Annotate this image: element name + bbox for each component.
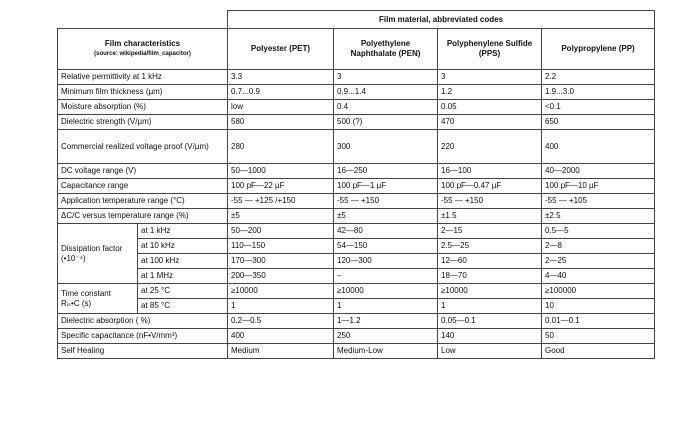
cell-value: Medium-Low bbox=[334, 344, 438, 359]
cell-value: 2—8 bbox=[542, 239, 655, 254]
table-row bbox=[58, 115, 655, 130]
row-label: Capacitance range bbox=[58, 179, 228, 194]
cell-value: ≥100000 bbox=[542, 284, 655, 299]
table-row bbox=[58, 284, 655, 299]
row-label: Relative permittivity at 1 kHz bbox=[58, 70, 228, 85]
cell-value: 470 bbox=[438, 115, 542, 130]
characteristics-source: (source: wikipedia/film_capacitor) bbox=[94, 51, 191, 57]
cell-value: 1 bbox=[228, 299, 334, 314]
material-header-pen: Polyethylene Naphthalate (PEN) bbox=[334, 29, 438, 70]
cell-value: 650 bbox=[542, 115, 655, 130]
table-row bbox=[58, 224, 655, 239]
sub-row-label: at 85 °C bbox=[138, 299, 228, 314]
cell-value: ±5 bbox=[228, 209, 334, 224]
cell-value: 0.9...1.4 bbox=[334, 85, 438, 100]
film-capacitor-table-container bbox=[57, 10, 654, 359]
table-row bbox=[58, 164, 655, 179]
blank-corner-cell bbox=[58, 11, 228, 29]
table-row bbox=[58, 130, 655, 164]
cell-value: -55 — +125 /+150 bbox=[228, 194, 334, 209]
cell-value: -55 — +150 bbox=[438, 194, 542, 209]
table-row bbox=[58, 329, 655, 344]
material-header-pps: Polyphenylene Sulfide (PPS) bbox=[438, 29, 542, 70]
cell-value: 100 pF—22 µF bbox=[228, 179, 334, 194]
cell-value: 12—60 bbox=[438, 254, 542, 269]
cell-value: 3 bbox=[438, 70, 542, 85]
cell-value: 0.2—0.5 bbox=[228, 314, 334, 329]
table-row bbox=[58, 70, 655, 85]
row-label: Self Healing bbox=[58, 344, 228, 359]
cell-value: 3.3 bbox=[228, 70, 334, 85]
cell-value: ±5 bbox=[334, 209, 438, 224]
table-row bbox=[58, 314, 655, 329]
cell-value: 10 bbox=[542, 299, 655, 314]
cell-value: 1 bbox=[334, 299, 438, 314]
table-row bbox=[58, 299, 655, 314]
row-label: Specific capacitance (nF•V/mm³) bbox=[58, 329, 228, 344]
cell-value: 250 bbox=[334, 329, 438, 344]
cell-value: 100 pF—0.47 µF bbox=[438, 179, 542, 194]
cell-value: 42—80 bbox=[334, 224, 438, 239]
cell-value: 400 bbox=[228, 329, 334, 344]
table-row bbox=[58, 85, 655, 100]
film-characteristics-table bbox=[57, 10, 655, 359]
cell-value: 0.05 bbox=[438, 100, 542, 115]
cell-value: 170—300 bbox=[228, 254, 334, 269]
cell-value: – bbox=[334, 269, 438, 284]
table-row bbox=[58, 209, 655, 224]
cell-value: 2.5—25 bbox=[438, 239, 542, 254]
cell-value: 110—150 bbox=[228, 239, 334, 254]
dissipation-unit-text: (•10⁻⁴) bbox=[61, 253, 86, 263]
cell-value: 140 bbox=[438, 329, 542, 344]
cell-value: 50 bbox=[542, 329, 655, 344]
cell-value: 54—150 bbox=[334, 239, 438, 254]
cell-value: 16—100 bbox=[438, 164, 542, 179]
row-label: ΔC/C versus temperature range (%) bbox=[58, 209, 228, 224]
sub-row-label: at 1 kHz bbox=[138, 224, 228, 239]
table-row bbox=[58, 254, 655, 269]
cell-value: <0.1 bbox=[542, 100, 655, 115]
table-row bbox=[58, 239, 655, 254]
cell-value: -55 — +150 bbox=[334, 194, 438, 209]
cell-value: -55 — +105 bbox=[542, 194, 655, 209]
table-row bbox=[58, 100, 655, 115]
cell-value: 0.01—0.1 bbox=[542, 314, 655, 329]
cell-value: 50—200 bbox=[228, 224, 334, 239]
cell-value: 1.2 bbox=[438, 85, 542, 100]
cell-value: 400 bbox=[542, 130, 655, 164]
row-label: Moisture absorption (%) bbox=[58, 100, 228, 115]
row-label: Dielectric absorption ( %) bbox=[58, 314, 228, 329]
characteristics-header bbox=[58, 29, 228, 70]
row-label: Commercial realized voltage proof (V/µm) bbox=[58, 130, 228, 164]
cell-value: 1—1.2 bbox=[334, 314, 438, 329]
row-label: Application temperature range (°C) bbox=[58, 194, 228, 209]
cell-value: Low bbox=[438, 344, 542, 359]
characteristics-title: Film characteristics bbox=[104, 39, 181, 48]
cell-value: 200—350 bbox=[228, 269, 334, 284]
material-header-pet: Polyester (PET) bbox=[228, 29, 334, 70]
time-constant-label-text: Time constant bbox=[61, 288, 111, 298]
cell-value: 50—1000 bbox=[228, 164, 334, 179]
row-label: Dielectric strength (V/µm) bbox=[58, 115, 228, 130]
cell-value: 580 bbox=[228, 115, 334, 130]
cell-value: 120—300 bbox=[334, 254, 438, 269]
cell-value: ≥10000 bbox=[334, 284, 438, 299]
cell-value: ±1.5 bbox=[438, 209, 542, 224]
table-row bbox=[58, 194, 655, 209]
cell-value: ≥10000 bbox=[438, 284, 542, 299]
cell-value: 2.2 bbox=[542, 70, 655, 85]
cell-value: 0.4 bbox=[334, 100, 438, 115]
cell-value: 16—250 bbox=[334, 164, 438, 179]
cell-value: 0.7...0.9 bbox=[228, 85, 334, 100]
cell-value: 100 pF—10 µF bbox=[542, 179, 655, 194]
cell-value: 0.5—5 bbox=[542, 224, 655, 239]
cell-value: 2—15 bbox=[438, 224, 542, 239]
cell-value: 2—25 bbox=[542, 254, 655, 269]
cell-value: 220 bbox=[438, 130, 542, 164]
cell-value: 0.05—0.1 bbox=[438, 314, 542, 329]
cell-value: Medium bbox=[228, 344, 334, 359]
cell-value: 3 bbox=[334, 70, 438, 85]
cell-value: 300 bbox=[334, 130, 438, 164]
cell-value: 4—40 bbox=[542, 269, 655, 284]
cell-value: 280 bbox=[228, 130, 334, 164]
dissipation-factor-label bbox=[58, 224, 138, 284]
cell-value: 1.9...3.0 bbox=[542, 85, 655, 100]
sub-row-label: at 10 kHz bbox=[138, 239, 228, 254]
cell-value: ≥10000 bbox=[228, 284, 334, 299]
row-label: Minimum film thickness (µm) bbox=[58, 85, 228, 100]
cell-value: 40—2000 bbox=[542, 164, 655, 179]
table-row bbox=[58, 179, 655, 194]
cell-value: 100 pF—1 µF bbox=[334, 179, 438, 194]
row-label: DC voltage range (V) bbox=[58, 164, 228, 179]
cell-value: Good bbox=[542, 344, 655, 359]
sub-row-label: at 100 kHz bbox=[138, 254, 228, 269]
sub-row-label: at 25 °C bbox=[138, 284, 228, 299]
table-row bbox=[58, 269, 655, 284]
material-header-pp: Polypropylene (PP) bbox=[542, 29, 655, 70]
cell-value: 18—70 bbox=[438, 269, 542, 284]
material-group-header: Film material, abbreviated codes bbox=[228, 11, 655, 29]
table-row bbox=[58, 344, 655, 359]
time-constant-label bbox=[58, 284, 138, 314]
cell-value: ±2.5 bbox=[542, 209, 655, 224]
cell-value: 1 bbox=[438, 299, 542, 314]
sub-row-label: at 1 MHz bbox=[138, 269, 228, 284]
cell-value: low bbox=[228, 100, 334, 115]
time-constant-unit-text: Rᵢₛ•C (s) bbox=[61, 298, 92, 308]
cell-value: 500 (?) bbox=[334, 115, 438, 130]
dissipation-label-text: Dissipation factor bbox=[61, 243, 123, 253]
